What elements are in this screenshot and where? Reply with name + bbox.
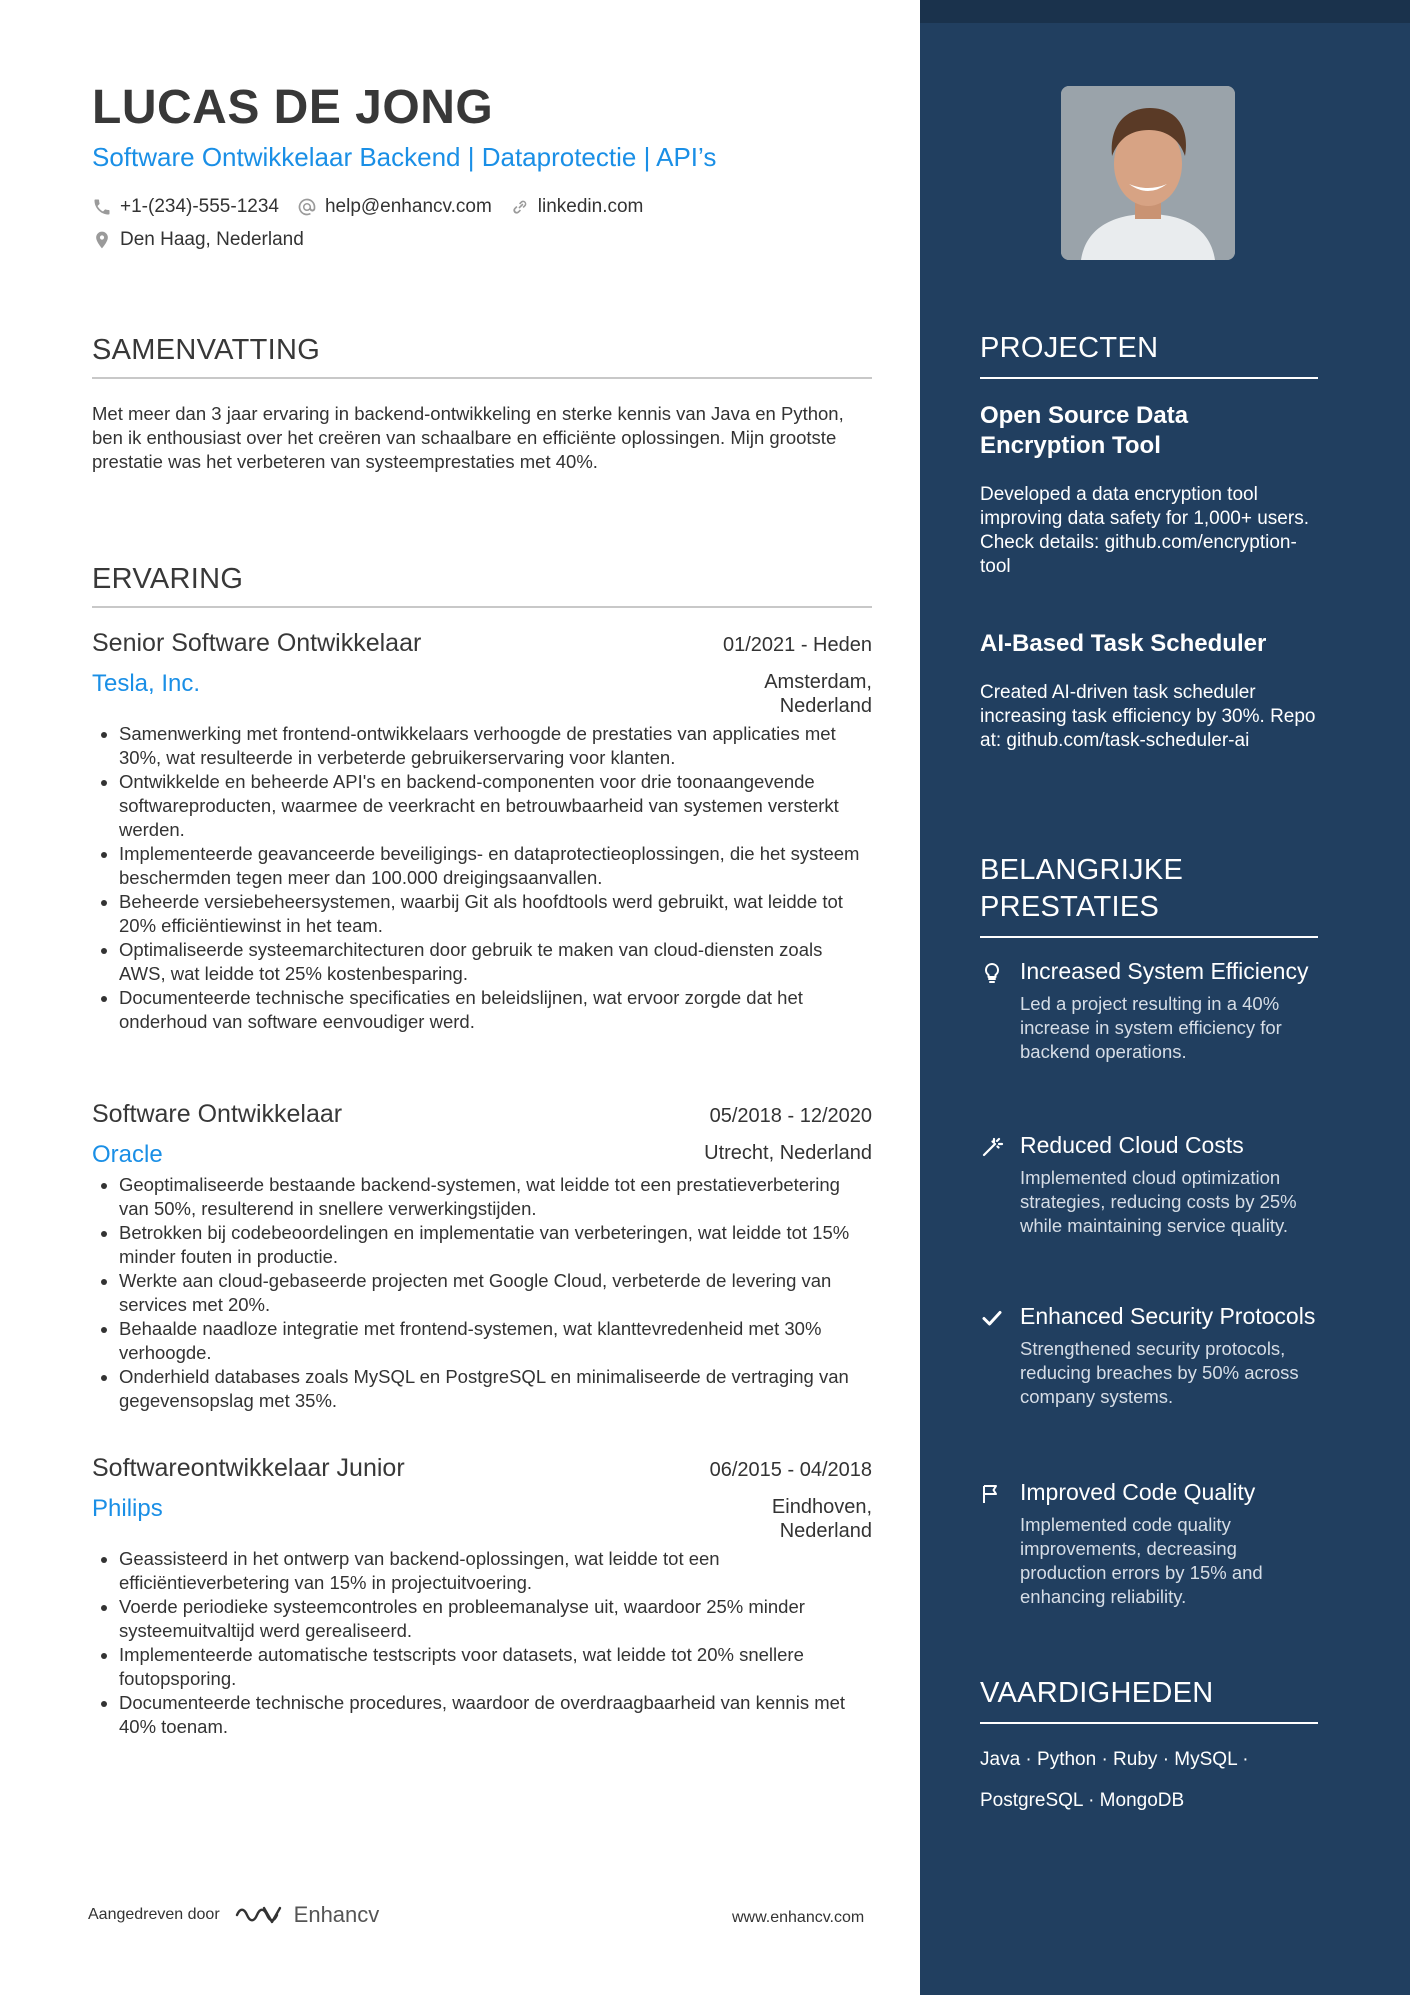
job-bullets — [92, 1547, 872, 1739]
phone-icon — [92, 197, 112, 217]
job-bullet: • Werkte aan cloud-gebaseerde projecten met Google Cloud, verbeterde de levering van services met 20%. — [119, 1269, 872, 1317]
job-title: Software Ontwikkelaar — [92, 1100, 343, 1128]
lightbulb-icon — [980, 961, 1004, 985]
job-bullet: • Samenwerking met frontend-ontwikkelaars verhoogde de prestaties van applicaties met 30%, wat resulteerde in verbeterde gebruikerservaring voor klanten. — [119, 722, 872, 770]
job-location-line: Nederland — [779, 1520, 872, 1542]
project-description: Created AI-driven task scheduler increasing task efficiency by 30%. Repo at: github.com/task-scheduler-ai — [980, 682, 1316, 751]
contact-email[interactable] — [297, 196, 492, 218]
experience-heading: ERVARING — [92, 563, 872, 608]
job-location — [764, 670, 872, 718]
job-bullet: • Documenteerde technische specificaties en beleidslijnen, wat ervoor zorgde dat het onderhoud van software eenvoudiger werd. — [119, 986, 872, 1034]
summary-heading: SAMENVATTING — [92, 334, 872, 379]
job-bullets — [92, 1173, 872, 1413]
projects-heading: PROJECTEN — [980, 330, 1318, 379]
achievement-title: Enhanced Security Protocols — [1020, 1303, 1316, 1329]
job-location-line: Amsterdam, — [764, 671, 872, 693]
skills-line: Java · Python · Ruby · MySQL · — [980, 1749, 1249, 1770]
job-location-line: Eindhoven, — [771, 1496, 872, 1518]
job-title: Softwareontwikkelaar Junior — [92, 1454, 405, 1482]
job-location — [772, 1495, 872, 1543]
magic-wand-icon — [980, 1135, 1004, 1159]
contact-row-2 — [92, 229, 322, 251]
achievement-title: Increased System Efficiency — [1020, 958, 1309, 984]
job-bullet: • Ontwikkelde en beheerde API's en backend-componenten voor drie toonaangevende softwareproducten, waarmee de veerkracht en betrouwbaarheid van systemen versterkt werden. — [119, 770, 872, 842]
achievement-title: Improved Code Quality — [1020, 1479, 1256, 1505]
achievement-item — [980, 1478, 1325, 1609]
job-bullet: • Geassisteerd in het ontwerp van backend-oplossingen, wat leidde tot een efficiëntieverbetering van 15% in projectuitvoering. — [119, 1547, 872, 1595]
job-entry — [92, 629, 872, 1034]
summary-text: Met meer dan 3 jaar ervaring in backend-ontwikkeling en sterke kennis van Java en Python, ben ik enthousiast over het creëren van schaalbare en efficiënte oplossingen. Mijn grootste prestatie was het verbeteren van systeemprestaties met 40%. — [92, 403, 844, 472]
achievement-description: Implemented cloud optimization strategies, reducing costs by 25% while maintaining service quality. — [1020, 1167, 1297, 1236]
sidebar-top-bar — [920, 0, 1410, 23]
job-location — [704, 1141, 872, 1165]
job-entry — [92, 1100, 872, 1413]
link-icon — [510, 197, 530, 217]
footer-url[interactable]: www.enhancv.com — [732, 1909, 865, 1926]
job-bullet: • Implementeerde automatische testscripts voor datasets, wat leidde tot 20% snellere foutopsporing. — [119, 1643, 872, 1691]
project-description: Developed a data encryption tool improving data safety for 1,000+ users. Check details: github.com/encryption-tool — [980, 484, 1309, 577]
project-entry — [980, 629, 1320, 753]
at-icon — [297, 197, 317, 217]
achievement-description: Implemented code quality improvements, decreasing production errors by 15% and enhancing reliability. — [1020, 1514, 1263, 1607]
achievement-description: Strengthened security protocols, reducing breaches by 50% across company systems. — [1020, 1338, 1299, 1407]
footer-branding[interactable] — [88, 1902, 379, 1928]
job-bullet: • Documenteerde technische procedures, waardoor de overdraagbaarheid van kennis met 40% toenam. — [119, 1691, 872, 1739]
achievement-item — [980, 957, 1325, 1064]
achievement-description: Led a project resulting in a 40% increase in system efficiency for backend operations. — [1020, 993, 1282, 1062]
achievements-heading: BELANGRIJKE PRESTATIES — [980, 852, 1318, 938]
job-bullet: • Voerde periodieke systeemcontroles en probleemanalyse uit, waardoor 25% minder systeemuitvaltijd werd gerealiseerd. — [119, 1595, 872, 1643]
company-name[interactable]: Oracle — [92, 1141, 163, 1168]
project-entry — [980, 401, 1320, 579]
candidate-headline: Software Ontwikkelaar Backend | Dataprotectie | API’s — [92, 142, 717, 172]
contact-website[interactable] — [510, 196, 644, 218]
job-date: 06/2015 - 04/2018 — [709, 1459, 872, 1481]
achievement-item — [980, 1302, 1325, 1409]
project-title: Open Source Data Encryption Tool — [980, 402, 1189, 459]
job-location-line: Nederland — [779, 695, 872, 717]
powered-by-text: Aangedreven door — [88, 1906, 220, 1923]
job-date: 01/2021 - Heden — [722, 634, 872, 656]
job-bullet: • Implementeerde geavanceerde beveiligings- en dataprotectieoplossingen, die het systeem beschermden tegen meer dan 100.000 dreigingsaanvallen. — [119, 842, 872, 890]
job-bullets — [92, 722, 872, 1034]
checkmark-icon — [980, 1306, 1004, 1330]
profile-photo — [1061, 86, 1235, 260]
skills-heading: VAARDIGHEDEN — [980, 1675, 1318, 1724]
job-date: 05/2018 - 12/2020 — [709, 1105, 872, 1127]
achievement-title: Reduced Cloud Costs — [1020, 1132, 1244, 1158]
email-text: help@enhancv.com — [324, 196, 492, 217]
location-pin-icon — [92, 230, 112, 250]
enhancv-logo-icon — [234, 1902, 284, 1928]
enhancv-brand-text: Enhancv — [293, 1902, 380, 1927]
avatar — [1061, 86, 1235, 260]
skills-list — [980, 1739, 1310, 1821]
job-bullet: • Beheerde versiebeheersystemen, waarbij Git als hoofdtools werd gebruikt, wat leidde tot 20% efficiëntiewinst in het team. — [119, 890, 872, 938]
project-title: AI-Based Task Scheduler — [980, 630, 1267, 657]
job-bullet: • Betrokken bij codebeoordelingen en implementatie van verbeteringen, wat leidde tot 15% minder fouten in productie. — [119, 1221, 872, 1269]
job-bullet: • Behaalde naadloze integratie met frontend-systemen, wat klanttevredenheid met 30% verhoogde. — [119, 1317, 872, 1365]
flag-icon — [980, 1482, 1004, 1506]
contact-phone[interactable] — [92, 196, 279, 218]
company-name[interactable]: Philips — [92, 1495, 163, 1522]
job-title: Senior Software Ontwikkelaar — [92, 629, 422, 657]
job-bullet: • Onderhield databases zoals MySQL en PostgreSQL en minimaliseerde de vertraging van gegevensopslag met 35%. — [119, 1365, 872, 1413]
achievement-item — [980, 1131, 1325, 1238]
contact-row — [92, 196, 661, 218]
location-text: Den Haag, Nederland — [120, 229, 304, 250]
phone-text: +1-(234)-555-1234 — [120, 196, 279, 217]
company-name[interactable]: Tesla, Inc. — [92, 670, 201, 697]
skills-line: PostgreSQL · MongoDB — [980, 1790, 1185, 1811]
job-bullet: • Optimaliseerde systeemarchitecturen door gebruik te maken van cloud-diensten zoals AWS, wat leidde tot 25% kostenbesparing. — [119, 938, 872, 986]
job-entry — [92, 1454, 872, 1739]
job-location-line: Utrecht, Nederland — [704, 1142, 872, 1164]
candidate-name: LUCAS DE JONG — [92, 81, 494, 134]
contact-location — [92, 229, 304, 251]
website-text: linkedin.com — [537, 196, 644, 217]
job-bullet: • Geoptimaliseerde bestaande backend-systemen, wat leidde tot een prestatieverbetering van 50%, resulterend in snellere verwerkingstijden. — [119, 1173, 872, 1221]
